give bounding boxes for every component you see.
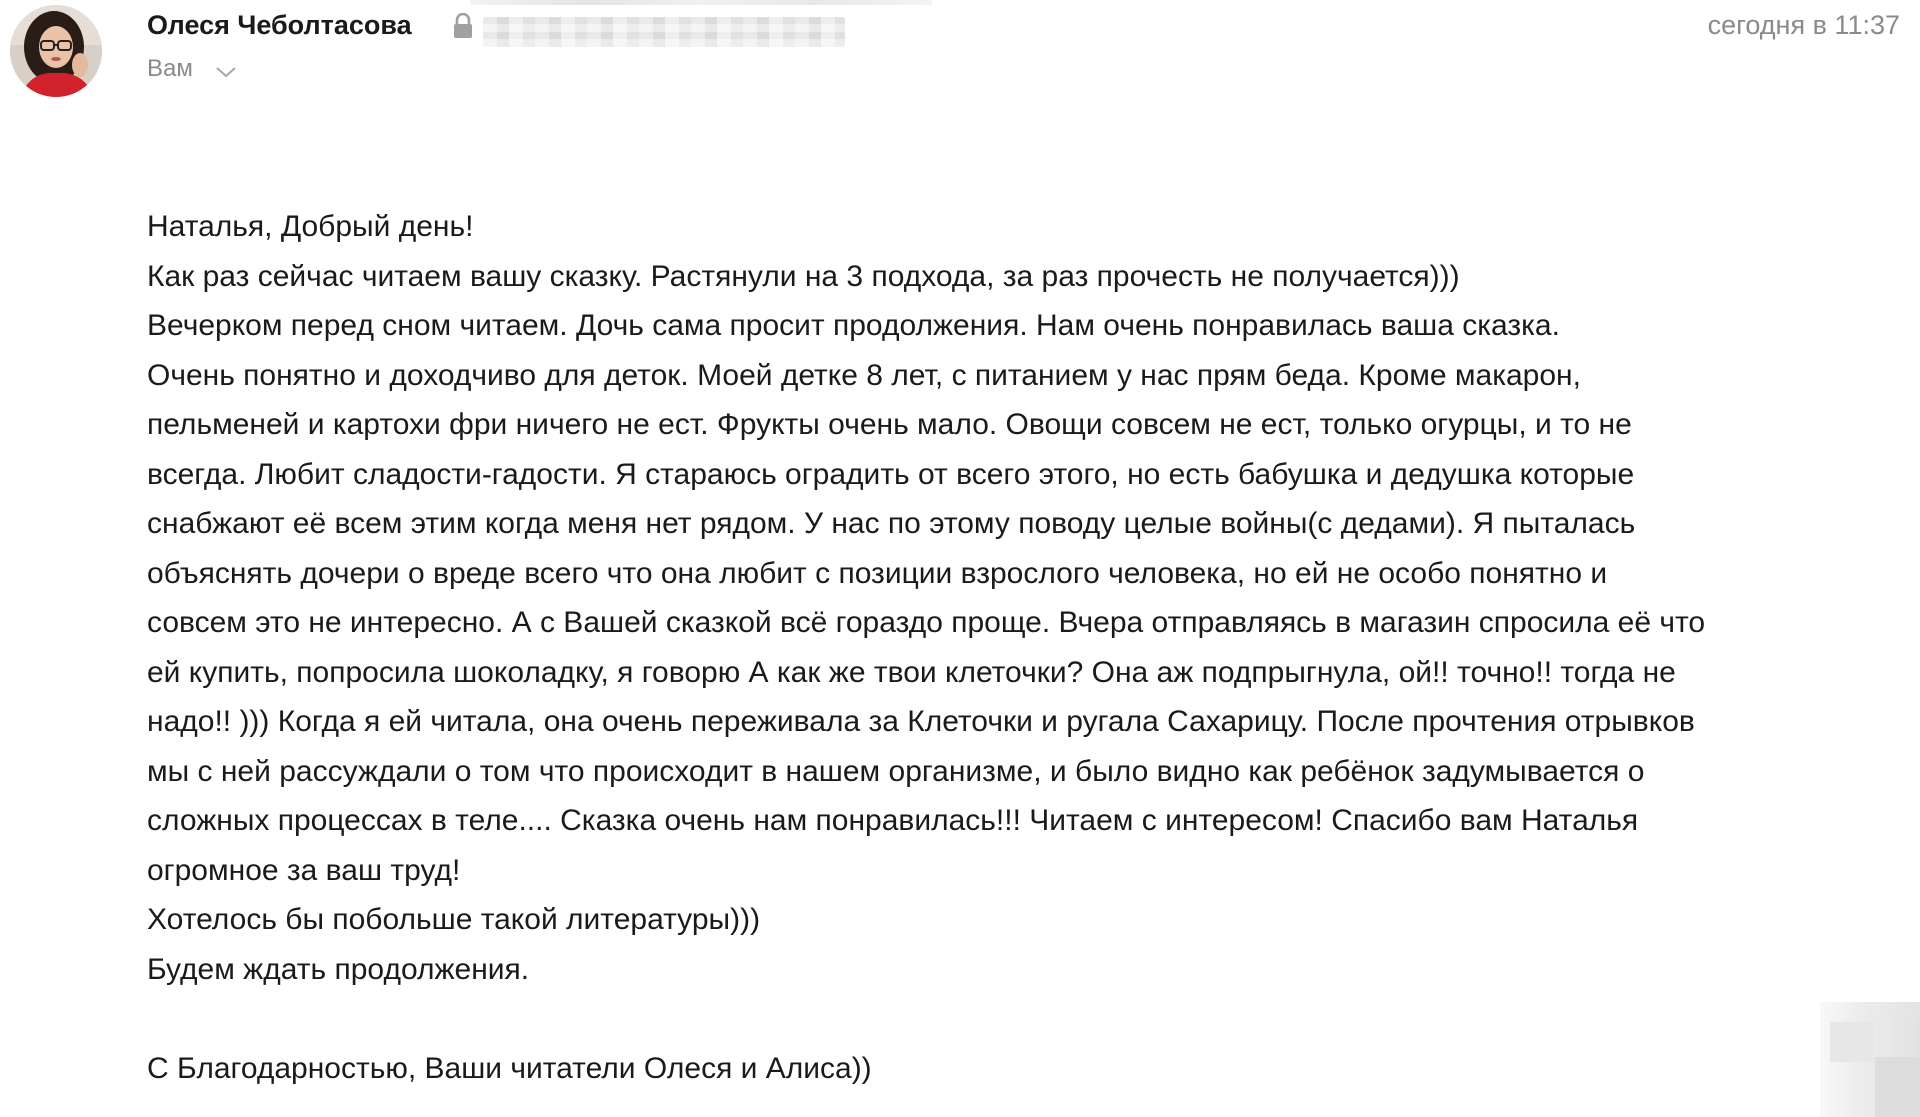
message-signature: С Благодарностью, Ваши читатели Олеся и Алиса)) <box>147 1051 872 1085</box>
message-line: всегда. Любит сладости-гадости. Я стараюсь оградить от всего этого, но есть бабушка и дедушка которые <box>147 457 1635 491</box>
message-line: Хотелось бы побольше такой литературы))) <box>147 903 761 936</box>
blurred-strip <box>470 0 932 5</box>
message-line: сложных процессах в теле.... Сказка очень нам понравилась!!! Читаем с интересом! Спасибо вам Наталья <box>147 804 1639 837</box>
avatar[interactable] <box>10 5 102 97</box>
message-line: надо!! ))) Когда я ей читала, она очень переживала за Клеточки и ругала Сахарицу. После прочтения отрывков <box>147 705 1695 738</box>
message-line: пельменей и картохи фри ничего не ест. Фрукты очень мало. Овощи совсем не ест, только огурцы, и то не <box>147 408 1632 441</box>
message-line: огромное за ваш труд! <box>147 853 461 887</box>
avatar-photo <box>10 5 102 97</box>
sender-email-redacted <box>483 17 845 47</box>
message-date: сегодня в 11:37 <box>1707 10 1900 40</box>
lock-icon <box>452 13 474 39</box>
message-line: Очень понятно и доходчиво для деток. Моей детке 8 лет, с питанием у нас прям беда. Кроме макарон, <box>147 358 1581 392</box>
blurred-corner <box>1820 1002 1920 1117</box>
chevron-down-icon[interactable] <box>214 64 238 80</box>
message-line: Вечерком перед сном читаем. Дочь сама просит продолжения. Нам очень понравилась ваша сказка. <box>147 309 1560 342</box>
sender-name[interactable]: Олеся Чеболтасова <box>147 10 412 40</box>
message-line: ей купить, попросила шоколадку, я говорю А как же твои клеточки? Она аж подпрыгнула, ой!! точно!! тогда не <box>147 655 1676 689</box>
message-line: Будем ждать продолжения. <box>147 952 530 986</box>
message-line: мы с ней рассуждали о том что происходит в нашем организме, и было видно как ребёнок задумывается о <box>147 754 1645 788</box>
message-line: Наталья, Добрый день! <box>147 210 474 243</box>
message-line: снабжают её всем этим когда меня нет рядом. У нас по этому поводу целые войны(с дедами). Я пыталась <box>147 507 1636 540</box>
recipient-toggle[interactable]: Вам <box>147 55 193 82</box>
message-line: совсем это не интересно. А с Вашей сказкой всё гораздо проще. Вчера отправляясь в магазин спросила её что <box>147 606 1706 639</box>
message-line: Как раз сейчас читаем вашу сказку. Растянули на 3 подхода, за раз прочесть не получается))) <box>147 259 1460 293</box>
message-line: объяснять дочери о вреде всего что она любит с позиции взрослого человека, но ей не особо понятно и <box>147 556 1608 590</box>
message-body <box>147 202 1887 1093</box>
message-blank-line <box>147 994 1887 1044</box>
